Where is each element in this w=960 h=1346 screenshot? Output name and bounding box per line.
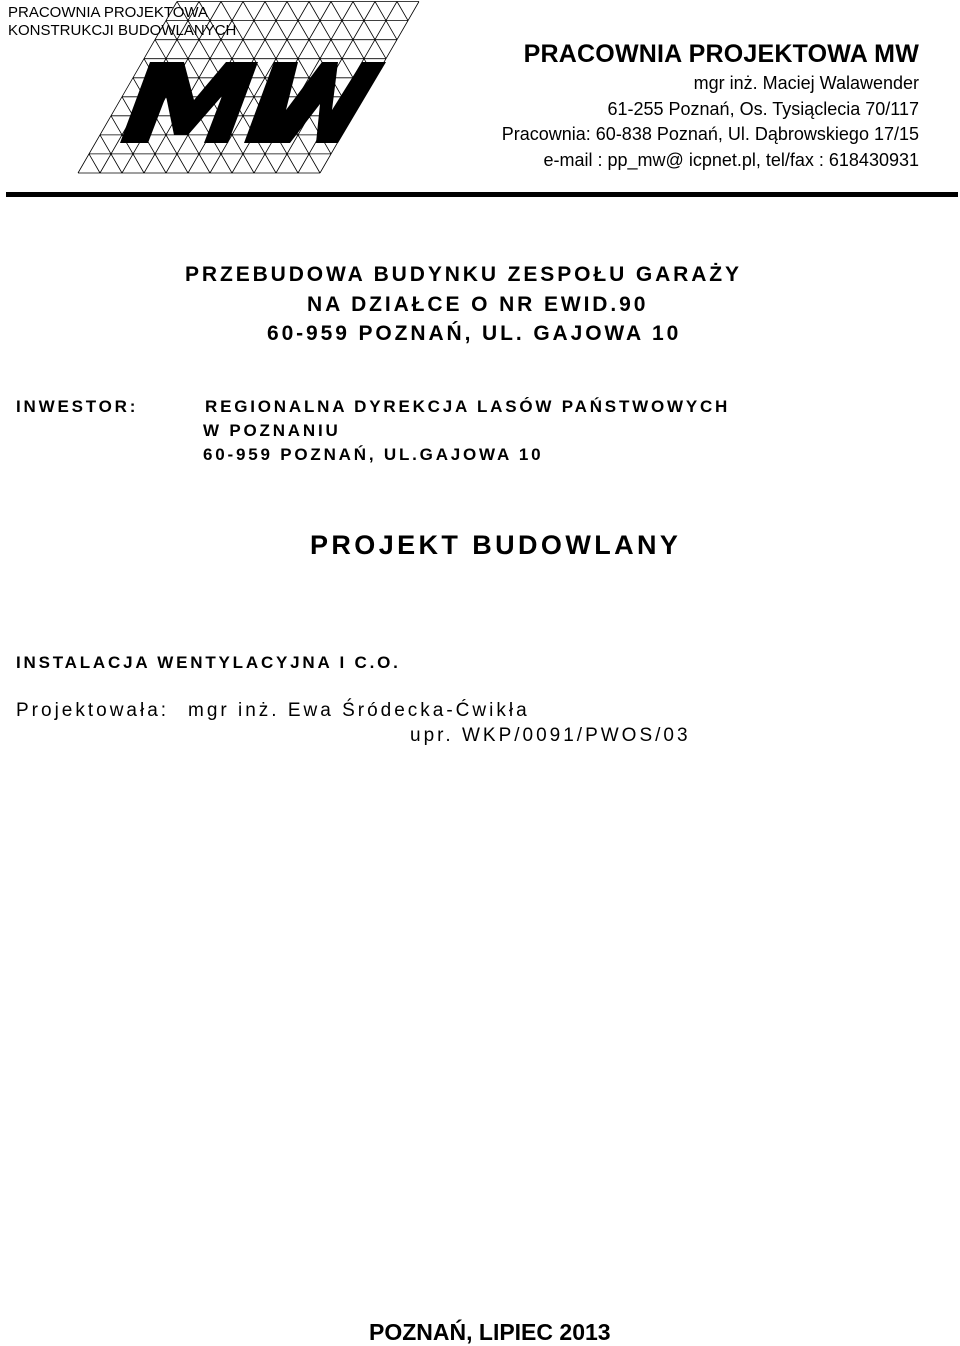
logo-mw-letters [120,62,386,143]
investor-line-3: 60-959 POZNAŃ, UL.GAJOWA 10 [203,445,544,464]
address-line-1: mgr inż. Maciej Walawender [693,73,919,93]
investor-line-1: REGIONALNA DYREKCJA LASÓW PAŃSTWOWYCH [205,397,731,416]
project-title-line-1: PRZEBUDOWA BUDYNKU ZESPOŁU GARAŻY [185,263,742,286]
designer-license: upr. WKP/0091/PWOS/03 [410,725,691,746]
contact-line: e-mail : pp_mw@ icpnet.pl, tel/fax : 618430931 [543,150,919,170]
office-name-line-1: PRACOWNIA PROJEKTOWA [8,4,209,21]
investor-line-2: W POZNANIU [203,421,341,440]
logo-letter-m [120,62,258,143]
mw-logo [76,0,456,180]
address-line-2: 61-255 Poznań, Os. Tysiąclecia 70/117 [607,99,919,119]
designer-label: Projektowała: [16,700,170,721]
scope-title: INSTALACJA WENTYLACYJNA I C.O. [16,653,401,672]
project-title-line-2: NA DZIAŁCE O NR EWID.90 [307,293,649,316]
office-name-line-2: KONSTRUKCJI BUDOWLANYCH [8,22,237,39]
designer-name: mgr inż. Ewa Śródecka-Ćwikła [188,700,530,721]
logo-letter-w [244,62,386,143]
address-line-3: Pracownia: 60-838 Poznań, Ul. Dąbrowskiego 17/15 [501,124,919,144]
header-divider [6,192,958,197]
company-name: PRACOWNIA PROJEKTOWA MW [523,40,919,68]
investor-label: INWESTOR: [16,397,139,416]
place-date: POZNAŃ, LIPIEC 2013 [369,1319,611,1345]
project-title-line-3: 60-959 POZNAŃ, UL. GAJOWA 10 [267,322,682,345]
document-type: PROJEKT BUDOWLANY [310,530,682,560]
